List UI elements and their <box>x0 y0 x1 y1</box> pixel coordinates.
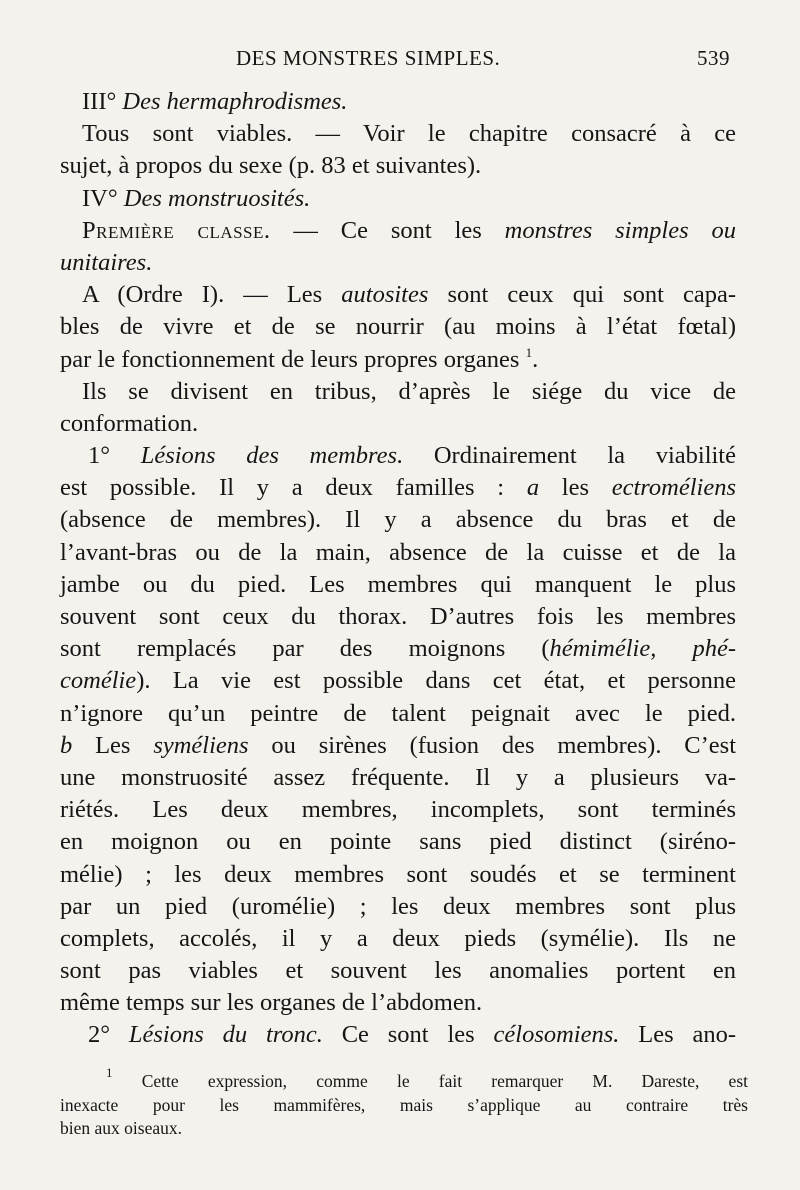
running-title: DES MONSTRES SIMPLES. <box>236 46 501 70</box>
text-line <box>60 408 736 440</box>
footnote-line <box>60 1117 748 1141</box>
text-line <box>60 376 736 408</box>
text-line <box>60 215 736 247</box>
text-run: complets, accolés, il y a deux pieds (symélie). Ils ne <box>60 924 736 952</box>
text-line <box>60 569 736 601</box>
text-run: Première classe. <box>82 216 271 244</box>
italic-text: monstres simples ou <box>504 216 736 244</box>
text-run: Les ano- <box>619 1021 736 1049</box>
text-run: bles de vivre et de se nourrir (au moins à l’état fœtal) <box>60 313 736 341</box>
footnote-line <box>60 1065 748 1094</box>
text-line <box>60 859 736 891</box>
text-line <box>60 665 736 697</box>
text-line <box>60 762 736 794</box>
text-run: Cette expression, comme le fait remarquer M. Dareste, est <box>112 1071 748 1091</box>
italic-text: Lésions des membres. <box>140 442 404 470</box>
text-line <box>60 1019 736 1051</box>
text-line <box>60 826 736 858</box>
italic-text: a <box>526 474 540 502</box>
text-run: Les <box>72 731 154 759</box>
text-run: par un pied (uromélie) ; les deux membres sont plus <box>60 892 736 920</box>
text-run: l’avant-bras ou de la main, absence de la cuisse et de la <box>60 538 736 566</box>
text-line <box>60 730 736 762</box>
italic-text: comélie <box>60 667 137 695</box>
text-line <box>60 923 736 955</box>
running-header <box>236 46 730 76</box>
italic-text: b <box>60 731 73 759</box>
text-run: Tous sont viables. — Voir le chapitre consacré à ce <box>82 120 736 148</box>
body-text <box>60 86 736 1052</box>
text-run: IV° <box>82 184 124 212</box>
text-run: . <box>532 345 539 373</box>
text-run: sujet, à propos du sexe (p. 83 et suivantes). <box>60 152 482 180</box>
text-run: sont ceux qui sont capa- <box>428 281 736 309</box>
text-run: riétés. Les deux membres, incomplets, sont terminés <box>60 796 736 824</box>
italic-text: Lésions du tronc. <box>128 1021 323 1049</box>
footnotes <box>60 1065 748 1141</box>
text-run: mélie) ; les deux membres sont soudés et se terminent <box>60 860 736 888</box>
text-run: Ce sont les <box>322 1021 494 1049</box>
text-run: Ordinairement la viabilité <box>403 442 736 470</box>
text-line <box>60 279 736 311</box>
italic-text: autosites <box>341 281 429 309</box>
text-line <box>60 183 736 215</box>
italic-text: Des monstruosités. <box>123 184 311 212</box>
text-run: — Ce sont les <box>270 216 505 244</box>
text-line <box>60 247 736 279</box>
page-number: 539 <box>697 46 730 70</box>
italic-text: célosomiens. <box>493 1021 620 1049</box>
footnote-marker: 1 <box>525 344 533 360</box>
text-line <box>60 440 736 472</box>
text-run: Ils se divisent en tribus, d’après le siége du vice de <box>82 377 736 405</box>
text-line <box>60 504 736 536</box>
text-run: conformation. <box>60 409 199 437</box>
text-run: jambe ou du pied. Les membres qui manquent le plus <box>60 570 736 598</box>
text-run: n’ignore qu’un peintre de talent peignait avec le pied. <box>60 699 736 727</box>
italic-text: ectroméliens <box>611 474 737 502</box>
text-run: sont pas viables et souvent les anomalies portent en <box>60 957 736 985</box>
text-run: les <box>539 474 612 502</box>
text-run: III° <box>82 88 123 115</box>
text-run: 1° <box>88 442 141 470</box>
text-line <box>60 118 736 150</box>
italic-text: Des hermaphrodismes. <box>122 88 348 115</box>
text-run: sont remplacés par des moignons ( <box>60 635 550 663</box>
text-run: ou sirènes (fusion des membres). C’est <box>248 731 737 759</box>
text-line <box>60 794 736 826</box>
text-line <box>60 955 736 987</box>
italic-text: unitaires. <box>60 248 153 276</box>
italic-text: syméliens <box>153 731 249 759</box>
text-line <box>60 537 736 569</box>
text-line <box>60 472 736 504</box>
text-run: (absence de membres). Il y a absence du bras et de <box>60 506 736 534</box>
text-run: par le fonctionnement de leurs propres organes <box>60 345 526 373</box>
text-run: en moignon ou en pointe sans pied distinct (siréno- <box>60 828 736 856</box>
text-run: est possible. Il y a deux familles : <box>60 474 527 502</box>
text-run: A (Ordre I). — Les <box>82 281 342 309</box>
text-line <box>60 344 736 376</box>
text-line <box>60 86 736 118</box>
text-run: souvent sont ceux du thorax. D’autres fois les membres <box>60 603 736 630</box>
text-line <box>60 601 736 633</box>
text-run: bien aux oiseaux. <box>60 1118 182 1138</box>
text-line <box>60 150 736 182</box>
text-run: une monstruosité assez fréquente. Il y a plusieurs va- <box>60 763 736 791</box>
text-run: même temps sur les organes de l’abdomen. <box>60 989 483 1017</box>
text-line <box>60 311 736 343</box>
text-run: ). La vie est possible dans cet état, et personne <box>136 667 736 695</box>
text-run: inexacte pour les mammifères, mais s’applique au contraire très <box>60 1094 748 1115</box>
text-line <box>60 698 736 730</box>
footnote-marker: 1 <box>106 1065 113 1080</box>
text-line <box>60 891 736 923</box>
text-run: 2° <box>88 1021 129 1049</box>
text-line <box>60 633 736 665</box>
text-line <box>60 987 736 1019</box>
italic-text: hémimélie, phé- <box>549 635 736 663</box>
footnote-line <box>60 1094 748 1118</box>
